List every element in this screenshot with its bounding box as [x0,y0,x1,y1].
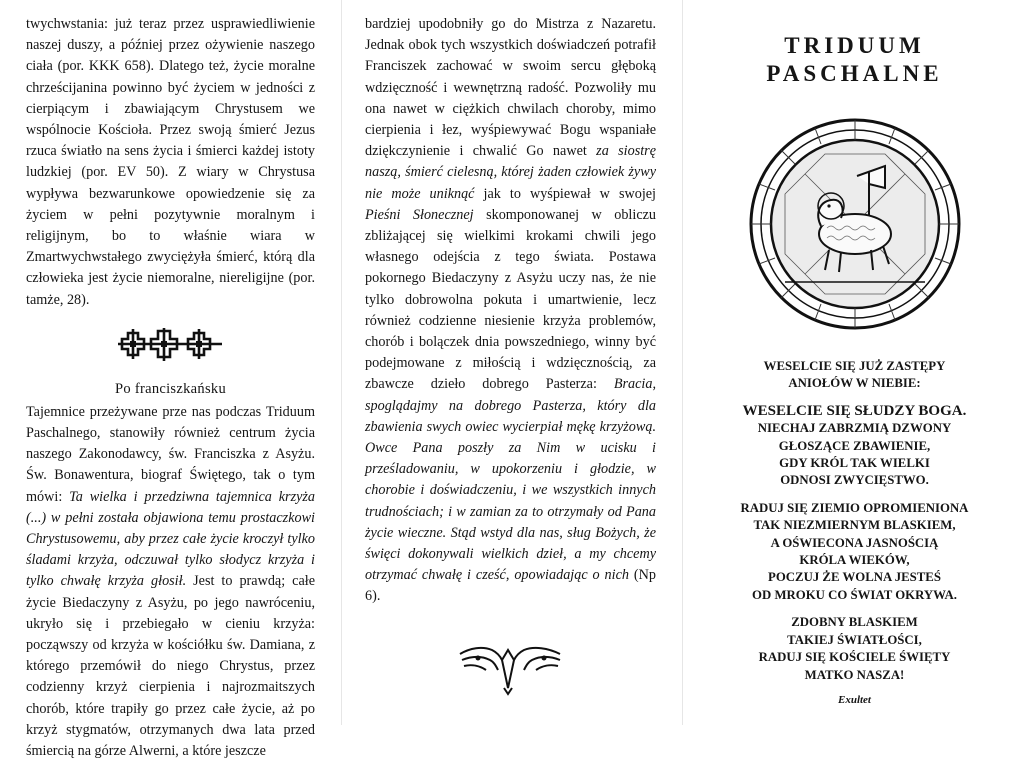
section-heading-text: Po franciszkańsku [114,380,226,397]
paragraph-resurrection [26,14,315,311]
column-middle [341,0,683,725]
text-run: jak to wyśpiewał w swojej [474,185,656,202]
hymn-line: NIECHAJ ZABRZMIĄ DZWONY [757,421,952,436]
hymn-line: RADUJ SIĘ ZIEMIO OPROMIENIONA [740,500,969,515]
text-run: bardziej upodobniły go do Mistrza z Nazaretu. Jednak obok tych wszystkich doświadczeń potrafił Franciszek zachować w swoim sercu głęboką wdzięczność i wewnętrzną radość. Pozwoliły mu ona nawet w ciężkich chwilach choroby, mimo cierpienia i łez, wyśpiewywać Bogu wspaniałe dziękczynienie i chwalić Go nawet [365,16,656,160]
hymn-line: ANIOŁÓW W NIEBIE: [788,376,921,391]
hymn-line: MATKO NASZA! [804,667,905,682]
text-run: skomponowanej w obliczu zbliżającej się wielkimi krokami chwili jego własnego odejścia z tego świata. Postawa pokornego Biedaczyny z Asyżu uczy nas, że nie tylko dobrowolna pokuta i umartwienie, lecz również codzienne niesienie krzyża problemów, chorób i bolączek dnia powszedniego, winny być podejmowane z miłością i wdzięcznością, za zbawcze dzieło dobrego Pasterza: [365,206,657,393]
hymn-line: WESELCIE SIĘ JUŻ ZASTĘPY [763,359,946,373]
hymn-stanza [705,403,1004,490]
brochure-title [705,32,1004,88]
hymn-line: POCZUJ ŻE WOLNA JESTEŚ [768,570,941,585]
hymn-line: TAK NIEZMIERNYM BLASKIEM, [753,518,956,533]
title-line-2: PASCHALNE [766,61,943,86]
column-right [683,0,1024,725]
hymn-line: KRÓLA WIEKÓW, [799,553,910,568]
paragraph-francis [365,14,656,608]
hymn-stanza [705,614,1004,684]
hymn-line: TAKIEJ ŚWIATŁOŚCI, [787,632,922,647]
hymn-stanza [705,358,1004,393]
column-left [0,0,341,760]
hymn-stanza [705,500,1004,604]
text-run: Jest to prawdą; całe życie Biedaczyny z Asyżu, po jego nawróceniu, ukryło się i przebiegało w cieniu krzyża: począwszy od krzyża w kościółku św. Damiana, z którego przemówił do niego Chrystus, przez codzienny krzyż cierpienia i najrozmaitszych chorób, które trapiły go przez całe życie, aż po krzyż stygmatów, otrzymanych dwa lata przed śmiercią na górze Alwerni, a które jeszcze [26,573,316,760]
paragraph-franciscan [26,402,315,762]
hymn-line: WESELCIE SIĘ SŁUDZY BOGA. [742,402,967,419]
hymn-line: ODNOSI ZWYCIĘSTWO. [780,473,929,488]
hymn-line: ZDOBNY BLASKIEM [791,615,918,630]
hymn-line: RADUJ SIĘ KOŚCIELE ŚWIĘTY [758,650,951,665]
exultet-hymn [705,358,1004,706]
text-run: Tajemnice przeżywane prze nas podczas Triduum Paschalnego, stanowiły również centrum życia naszego Zakonodawcy, św. Franciszka z Asyżu. Św. Bonawentura, biograf Świętego, tak o tym mówi: [26,403,315,505]
text-run: (Np 6). [365,567,656,605]
cross-ornament-icon [26,327,315,367]
title-line-1: TRIDUUM [784,33,925,58]
hymn-line: OD MROKU CO ŚWIAT OKRYWA. [752,587,957,602]
text-run: twychwstania: już teraz przez usprawiedliwienie naszej duszy, a później przez ożywienie naszego ciała (por. KKK 658). Dlatego też, życie moralne chrześcijanina powinno być życiem w jedności z cierpiącym i zbawiającym Chrystusem we wspólnocie Kościoła. Przez swoją śmierć Jezus rzuca światło na sens życia i śmierci każdej istoty ludzkiej (por. EV 50). Z wiary w Chrystusa wypływa bezwarunkowe opowiedzenie się za życiem w pełni pozytywnie moralnym i religijnym, bo to właśnie wiara w Zmartwychwstałego zwyciężyła śmierć, którą dla człowieka jest życie niemoralne, niereligijne (por. tamże, 28). [26,16,315,308]
hands-emblem-icon [365,630,656,703]
section-heading [26,381,315,398]
hymn-line: A OŚWIECONA JASNOŚCIĄ [770,535,939,550]
hymn-line: GŁOSZĄCE ZBAWIENIE, [778,438,931,453]
italic-quote: Pieśni Słonecznej [365,206,474,223]
hymn-source: Exultet [837,693,871,706]
italic-quote: za siostrę naszą, śmierć cielesną, której żaden człowiek żywy nie może uniknąć [365,143,656,202]
hymn-line: GDY KRÓL TAK WIELKI [779,456,930,471]
lamb-of-god-icon [745,114,965,334]
italic-quote: Bracia, spoglądajmy na dobrego Pasterza, który dla zbawienia swych owiec wycierpiał mękę krzyżową. Owce Pana poszły za Nim w ucisku i prześladowaniu, w upokorzeniu i głodzie, w chorobie i doświadczeniu, i we wszystkich innych trudnościach; i w zamian za to otrzymały od Pana życie wieczne. Stąd wstyd dla nas, sług Bożych, że święci dokonywali wielkich dzieł, a my chcemy otrzymać chwałę i cześć, opowiadając o nich [365,376,656,584]
italic-quote: Ta wielka i przedziwna tajemnica krzyża (...) w pełni została objawiona temu prostaczkowi Chrystusowemu, aby przez całe życie kroczył tylko śladami krzyża, odczuwał tylko słodycz krzyża i tylko chwałę krzyża głosił. [26,488,315,590]
